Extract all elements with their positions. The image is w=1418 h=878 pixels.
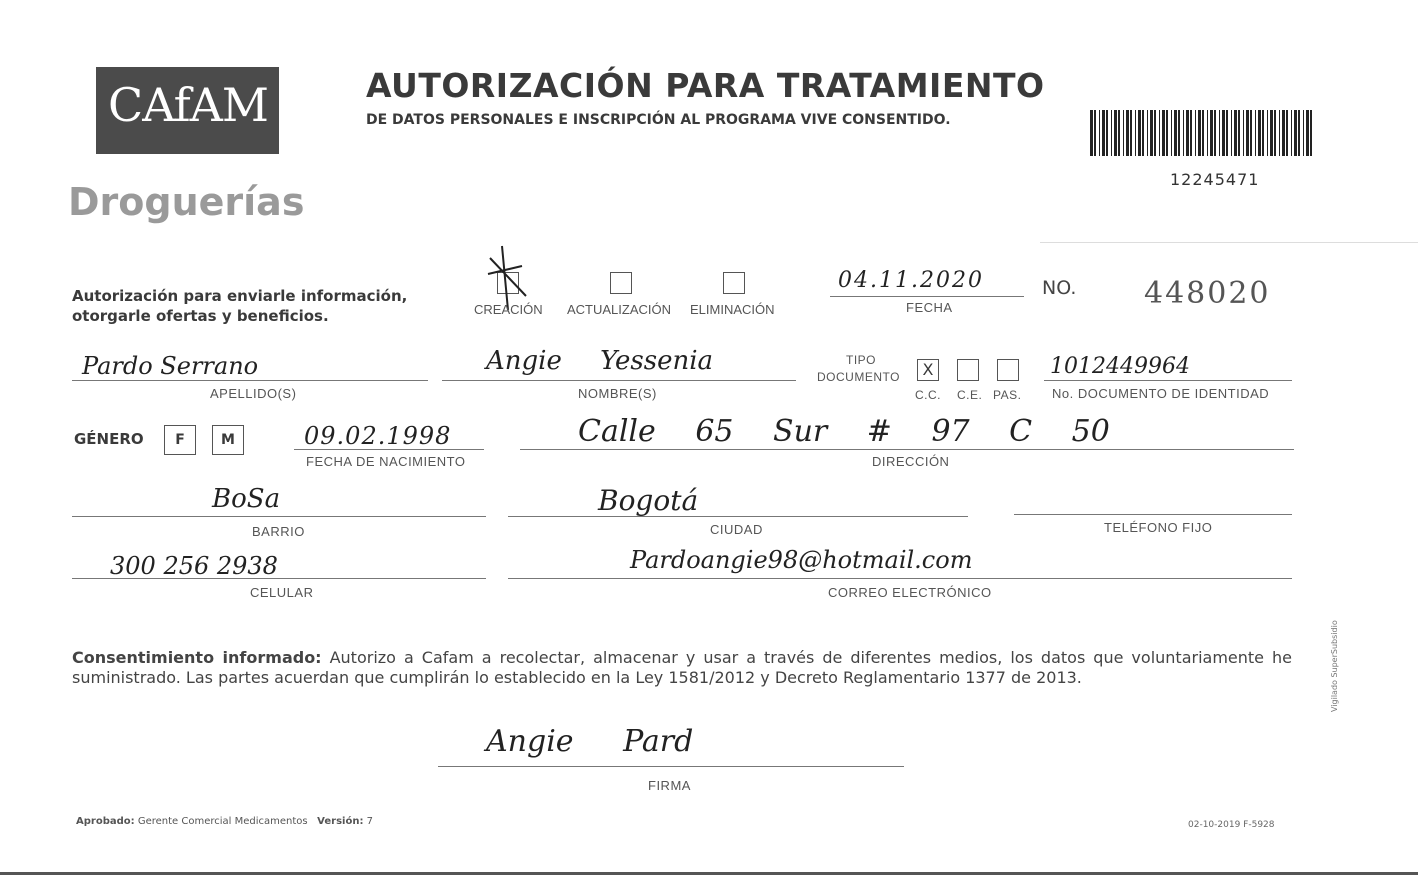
- genero-m-checkbox[interactable]: M: [212, 425, 244, 455]
- ciudad-label: CIUDAD: [710, 522, 763, 537]
- ce-label: C.E.: [957, 388, 983, 402]
- celular-line: [72, 578, 486, 579]
- barrio-label: BARRIO: [252, 524, 305, 539]
- apellidos-value[interactable]: Pardo Serrano: [82, 352, 259, 380]
- documento-line: [1044, 380, 1292, 381]
- nombres-value[interactable]: Angie Yessenia: [486, 346, 714, 376]
- authorization-line-2: otorgarle ofertas y beneficios.: [72, 307, 329, 325]
- side-vigilado-text: Vigilado SuperSubsidio: [1330, 620, 1339, 712]
- fecha-line: [830, 296, 1024, 297]
- brand-logo-text: CAfAM: [108, 78, 268, 132]
- tipo-documento-label-2: DOCUMENTO: [817, 370, 900, 384]
- authorization-line-1: Autorización para enviarle información,: [72, 287, 408, 305]
- nacimiento-value[interactable]: 09.02.1998: [304, 422, 452, 450]
- genero-f-checkbox[interactable]: F: [164, 425, 196, 455]
- fecha-value[interactable]: 04.11.2020: [838, 268, 984, 293]
- checkbox-cc[interactable]: [917, 359, 939, 381]
- firma-label: FIRMA: [648, 778, 691, 793]
- form-title: AUTORIZACIÓN PARA TRATAMIENTO: [366, 66, 1045, 105]
- celular-value[interactable]: 300 256 2938: [110, 552, 278, 580]
- number-label: NO.: [1042, 277, 1077, 299]
- telefono-label: TELÉFONO FIJO: [1104, 520, 1213, 535]
- consent-text: Autorizo a Cafam a recolectar, almacenar y usar a través de diferentes medios, los datos que voluntariamente he suministrado. Las partes acuerdan que cumplirán lo establecido en la Ley 1581/2012 y Decreto Reglamentario 1377 de 2013.: [72, 648, 1293, 687]
- cc-label: C.C.: [915, 388, 941, 402]
- nacimiento-line: [294, 449, 484, 450]
- apellidos-line: [72, 380, 428, 381]
- fecha-label: FECHA: [906, 300, 953, 315]
- nombres-label: NOMBRE(S): [578, 386, 657, 401]
- checkbox-eliminacion[interactable]: [723, 272, 745, 294]
- cc-mark: X: [922, 360, 934, 379]
- telefono-line: [1014, 514, 1292, 515]
- documento-value[interactable]: 1012449964: [1050, 354, 1190, 379]
- pas-label: PAS.: [993, 388, 1022, 402]
- aprobado-value: Gerente Comercial Medicamentos: [137, 816, 308, 827]
- aprobado-label: Aprobado:: [76, 816, 135, 827]
- version-value: 7: [366, 816, 374, 827]
- barrio-line: [72, 516, 486, 517]
- firma-value[interactable]: Angie Pard: [486, 724, 694, 759]
- creacion-label: CREACIÓN: [474, 302, 543, 317]
- eliminacion-label: ELIMINACIÓN: [690, 302, 775, 317]
- divider: [1040, 242, 1418, 243]
- nombres-line: [442, 380, 796, 381]
- apellidos-label: APELLIDO(S): [210, 386, 297, 401]
- barcode-number: 12245471: [1170, 170, 1260, 189]
- correo-label: CORREO ELECTRÓNICO: [828, 585, 992, 600]
- checkbox-actualizacion[interactable]: [610, 272, 632, 294]
- ciudad-line: [508, 516, 968, 517]
- checkbox-ce[interactable]: [957, 359, 979, 381]
- actualizacion-label: ACTUALIZACIÓN: [567, 302, 672, 317]
- form-subtitle: DE DATOS PERSONALES E INSCRIPCIÓN AL PROGRAMA VIVE CONSENTIDO.: [366, 112, 951, 128]
- correo-line: [508, 578, 1292, 579]
- footer-approval: [76, 816, 373, 827]
- documento-label: No. DOCUMENTO DE IDENTIDAD: [1052, 386, 1270, 401]
- checkbox-pas[interactable]: [997, 359, 1019, 381]
- firma-line: [438, 766, 904, 767]
- direccion-line: [520, 449, 1294, 450]
- ciudad-value[interactable]: Bogotá: [598, 484, 699, 517]
- tipo-documento-label-1: TIPO: [846, 353, 877, 367]
- number-value: 448020: [1144, 276, 1271, 311]
- footer-code: 02-10-2019 F-5928: [1188, 820, 1275, 830]
- nacimiento-label: FECHA DE NACIMIENTO: [306, 454, 466, 469]
- brand-subtitle: Droguerías: [68, 180, 305, 224]
- version-label: Versión:: [317, 816, 364, 827]
- direccion-label: DIRECCIÓN: [872, 454, 950, 469]
- correo-value[interactable]: Pardoangie98@hotmail.com: [630, 546, 973, 574]
- authorization-text: [72, 286, 472, 326]
- celular-label: CELULAR: [250, 585, 314, 600]
- direccion-value[interactable]: Calle 65 Sur # 97 C 50: [578, 414, 1110, 449]
- genero-label: GÉNERO: [74, 430, 144, 448]
- barrio-value[interactable]: BoSa: [212, 484, 281, 514]
- barcode-icon: [1090, 110, 1314, 156]
- consent-paragraph: [72, 648, 1292, 688]
- consent-lead: Consentimiento informado:: [72, 648, 322, 667]
- bottom-rule: [0, 872, 1418, 875]
